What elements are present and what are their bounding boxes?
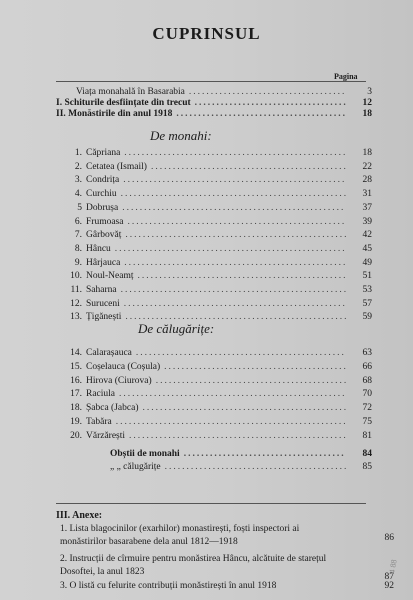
obstii-row-label — [110, 461, 161, 474]
dot-leader — [138, 270, 347, 283]
list-item-label — [60, 174, 119, 187]
list-item-label — [60, 361, 160, 374]
list-item-label — [60, 347, 132, 360]
dot-leader — [164, 361, 346, 374]
list-item — [60, 161, 372, 174]
dot-leader — [127, 216, 346, 229]
dot-leader — [116, 416, 346, 429]
item-number: 4. — [74, 189, 82, 200]
page-column-header: Pagina — [334, 72, 358, 81]
item-number: 11. — [70, 285, 82, 295]
anexe-item-text: 1. Lista blagocinilor (exarhilor) monastirești, foști inspectori ai monăstirilor basarabene dela anul 1812—1918 — [60, 524, 300, 547]
item-name: Saharna — [86, 285, 117, 295]
section-heading-nuns: De călugărițe: — [138, 321, 215, 336]
dot-leader — [124, 257, 346, 270]
list-item-page: 53 — [362, 285, 372, 295]
list-item — [60, 188, 372, 201]
list-item-label — [60, 375, 152, 388]
list-item-label — [60, 270, 134, 283]
obstii-row — [110, 461, 372, 474]
list-item — [60, 257, 372, 270]
anexe-item-text: 2. Instrucții de cîrmuire pentru monăstirea Hâncu, alcătuite de starețul Dosoftei, la anul 1823 — [60, 554, 327, 577]
list-item-page: 31 — [362, 189, 372, 200]
item-name: Coșelauca (Coșula) — [86, 361, 161, 372]
list-item-label — [60, 402, 138, 415]
item-name: Noul-Neamț — [86, 271, 134, 282]
dot-leader — [121, 284, 346, 297]
item-name: Șabca (Jabca) — [86, 403, 139, 414]
obstii-row-page: 85 — [362, 462, 372, 472]
list-item — [60, 347, 372, 360]
dot-leader — [165, 461, 346, 474]
item-name: Țigănești — [86, 312, 122, 323]
item-name: Frumoasa — [86, 216, 124, 227]
item-number: 14. — [70, 348, 82, 358]
list-item-label — [60, 161, 147, 174]
item-name: Gârbovăț — [86, 230, 122, 241]
anexe-item-page: 87 — [384, 572, 394, 582]
intro-label: I. Schiturile desființate din trecut — [56, 98, 191, 108]
item-name: Tabăra — [86, 417, 112, 427]
list-item-page: 45 — [362, 243, 372, 254]
list-item-label — [60, 147, 120, 160]
item-number: 18. — [70, 403, 82, 414]
obstii-row — [110, 448, 372, 461]
header-rule — [56, 81, 366, 82]
item-number: 19. — [70, 417, 82, 427]
dot-leader — [156, 375, 346, 388]
list-item-page: 72 — [362, 403, 372, 414]
list-item-page: 37 — [362, 202, 372, 213]
list-item-label — [60, 284, 117, 297]
dot-leader — [151, 161, 346, 174]
anexe-item-page: 92 — [384, 581, 394, 591]
list-item — [60, 298, 372, 311]
intro-row — [56, 108, 372, 121]
dot-leader — [129, 430, 346, 443]
list-item-page: 22 — [362, 161, 372, 172]
anexe-item-text: 3. O listă cu felurite contribuții monăstirești în anul 1918 — [60, 581, 277, 591]
list-item-label — [60, 416, 112, 429]
anexe-item — [60, 523, 400, 549]
list-item-label — [60, 188, 117, 201]
item-number: 17. — [70, 389, 82, 400]
list-item-page: 28 — [362, 175, 372, 186]
item-name: Hirova (Ciurova) — [86, 375, 152, 386]
dot-leader — [125, 229, 346, 242]
section-heading-monks: De monahi: — [150, 128, 212, 143]
list-item-page: 18 — [362, 148, 372, 158]
dot-leader — [122, 202, 346, 215]
intro-row-page: 12 — [362, 98, 372, 108]
list-item — [60, 284, 372, 297]
list-item-label — [60, 257, 120, 270]
dot-leader — [124, 298, 346, 311]
list-item-label — [60, 298, 120, 311]
list-item-label — [60, 229, 121, 242]
dot-leader — [115, 243, 346, 256]
item-name: Dobrușa — [86, 202, 119, 213]
item-name: Suruceni — [86, 298, 120, 309]
list-item-page: 51 — [362, 271, 372, 282]
item-number: 1. — [74, 148, 82, 158]
item-name: Hâncu — [86, 243, 111, 254]
anexe-item — [60, 553, 400, 582]
list-item-label — [60, 243, 111, 256]
list-item — [60, 202, 372, 215]
list-item-page: 49 — [362, 257, 372, 268]
obstii-row-page: 84 — [362, 449, 372, 459]
list-item-page: 57 — [362, 298, 372, 309]
list-item-page: 70 — [362, 389, 372, 400]
intro-row-page: 3 — [367, 87, 372, 97]
list-item — [60, 402, 372, 415]
list-item-label — [60, 430, 125, 443]
list-item — [60, 229, 372, 242]
pencil-mark: 4 88 — [387, 558, 399, 575]
list-item — [60, 216, 372, 229]
list-item-page: 39 — [362, 216, 372, 227]
list-item-page: 59 — [362, 312, 372, 323]
item-name: Calarașauca — [86, 348, 132, 358]
list-item-page: 42 — [362, 230, 372, 241]
list-item — [60, 147, 372, 160]
anexe-item — [60, 580, 400, 593]
obstii-row-label — [110, 448, 180, 461]
item-number: 12. — [70, 298, 82, 309]
list-item-page: 75 — [362, 417, 372, 427]
item-number: 2. — [74, 161, 82, 172]
obstii-label: „ „ călugărițe — [110, 462, 161, 472]
dot-leader — [123, 174, 346, 187]
list-item-label — [60, 311, 121, 324]
dot-leader — [184, 448, 346, 461]
dot-leader — [136, 347, 346, 360]
anexe-rule — [56, 503, 366, 504]
dot-leader — [124, 147, 346, 160]
item-name: Condrița — [86, 175, 120, 186]
list-item — [60, 388, 372, 401]
intro-row-label — [56, 108, 172, 121]
list-item-page: 68 — [362, 375, 372, 386]
list-item-label — [60, 388, 115, 401]
page-title: CUPRINSUL — [152, 24, 261, 43]
dot-leader — [119, 388, 346, 401]
item-number: 15. — [70, 361, 82, 372]
item-number: 13. — [70, 312, 82, 323]
list-item-page: 66 — [362, 361, 372, 372]
list-item — [60, 375, 372, 388]
dot-leader — [142, 402, 346, 415]
list-item — [60, 270, 372, 283]
item-number: 5 — [77, 202, 82, 213]
list-item — [60, 416, 372, 429]
dot-leader — [121, 188, 346, 201]
anexe-heading: III. Anexe: — [56, 510, 103, 521]
anexe-item-page: 86 — [384, 533, 394, 543]
item-number: 3. — [74, 175, 82, 186]
list-item — [60, 243, 372, 256]
item-name: Hârjauca — [86, 257, 121, 268]
list-item — [60, 311, 372, 324]
item-name: Vărzărești — [86, 430, 126, 441]
list-item — [60, 430, 372, 443]
item-number: 8. — [74, 243, 82, 254]
item-number: 10. — [70, 271, 82, 282]
list-item-page: 81 — [362, 430, 372, 441]
obstii-label: Obștii de monahi — [110, 449, 180, 459]
list-item — [60, 174, 372, 187]
list-item-label — [60, 216, 123, 229]
list-item — [60, 361, 372, 374]
intro-label: Viața monahală în Basarabia — [76, 87, 185, 97]
item-number: 7. — [74, 230, 82, 241]
dot-leader — [176, 108, 346, 121]
item-name: Căpriana — [86, 148, 121, 158]
item-number: 16. — [70, 375, 82, 386]
item-number: 6. — [74, 216, 82, 227]
intro-label: II. Monăstirile din anul 1918 — [56, 109, 173, 119]
item-name: Cetatea (Ismail) — [86, 161, 147, 172]
list-item-label — [60, 202, 118, 215]
item-name: Raciula — [86, 389, 116, 400]
item-number: 9. — [74, 257, 82, 268]
item-number: 20. — [70, 430, 82, 441]
list-item-page: 63 — [362, 348, 372, 358]
intro-row-page: 18 — [362, 109, 372, 119]
item-name: Curchiu — [86, 189, 117, 200]
